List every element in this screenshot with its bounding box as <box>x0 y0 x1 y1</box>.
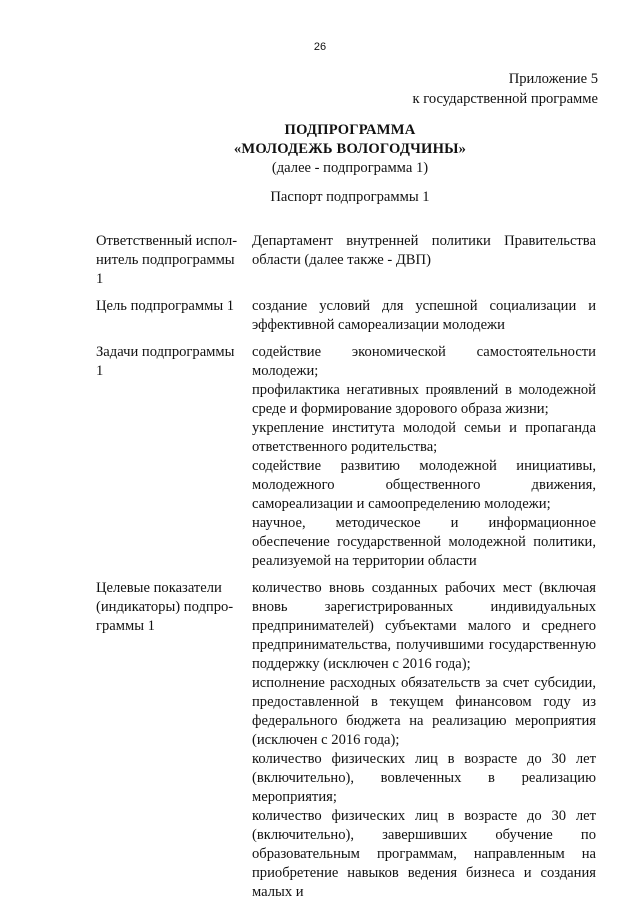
label-line: Ответственный испол- <box>96 233 238 249</box>
row-label <box>96 297 252 335</box>
value-item: содействие развитию молодежной инициативы, молодежного общественного движения, самореализации и самоопределению молодежи; <box>252 458 596 512</box>
passport-row-executor <box>96 232 596 289</box>
heading-line-1: ПОДПРОГРАММА <box>284 122 416 138</box>
value-item: Департамент внутренней политики Правительства области (далее также - ДВП) <box>252 233 596 268</box>
appendix-note <box>412 69 598 109</box>
passport-row-indicators <box>96 579 596 902</box>
value-item: создание условий для успешной социализации и эффективной самореализации молодежи <box>252 298 596 333</box>
value-item: укрепление института молодой семьи и пропаганда ответственного родительства; <box>252 420 596 455</box>
passport-title: Паспорт подпрограммы 1 <box>270 189 430 205</box>
row-value <box>252 232 596 289</box>
subprogram-heading <box>0 121 640 178</box>
label-line: (индикаторы) подпро- <box>96 599 234 615</box>
value-item: научное, методическое и информационное обеспечение государственной молодежной политики, реализуемой на территории области <box>252 515 596 569</box>
row-value <box>252 579 596 902</box>
label-line: 1 <box>96 363 104 379</box>
heading-line-3: (далее - подпрограмма 1) <box>271 160 429 176</box>
passport-row-goal <box>96 297 596 335</box>
appendix-line-1: Приложение 5 <box>508 71 598 87</box>
passport-table <box>96 232 596 910</box>
row-label <box>96 343 252 571</box>
row-value <box>252 297 596 335</box>
passport-row-tasks <box>96 343 596 571</box>
page-number: 26 <box>313 41 327 53</box>
label-line: нитель подпрограммы <box>96 252 235 268</box>
row-label <box>96 579 252 902</box>
appendix-line-2: к государственной программе <box>412 91 598 107</box>
row-value <box>252 343 596 571</box>
label-line: Задачи подпрограммы <box>96 344 235 360</box>
value-item: количество вновь созданных рабочих мест (включая вновь зарегистрированных индивидуальных предпринимателей) субъектами малого и среднего предпринимательства, получившими государственную поддержку (исключен с 2016 года); <box>252 580 596 672</box>
value-item: количество физических лиц в возрасте до 30 лет (включительно), вовлеченных в реализацию мероприятия; <box>252 751 596 805</box>
label-line: граммы 1 <box>96 618 155 634</box>
value-item: содействие экономической самостоятельности молодежи; <box>252 344 596 379</box>
label-line: Цель подпрограммы 1 <box>96 298 235 314</box>
value-item: количество физических лиц в возрасте до 30 лет (включительно), завершивших обучение по образовательным программам, направленным на приобретение навыков ведения бизнеса и создания малых и <box>252 808 596 900</box>
value-item: исполнение расходных обязательств за счет субсидии, предоставленной в текущем финансовом году из федерального бюджета на реализацию мероприятия (исключен с 2016 года); <box>252 675 596 748</box>
label-line: 1 <box>96 271 104 287</box>
heading-line-2: «МОЛОДЕЖЬ ВОЛОГОДЧИНЫ» <box>233 141 467 157</box>
value-item: профилактика негативных проявлений в молодежной среде и формирование здорового образа жизни; <box>252 382 596 417</box>
row-label <box>96 232 252 289</box>
label-line: Целевые показатели <box>96 580 222 596</box>
